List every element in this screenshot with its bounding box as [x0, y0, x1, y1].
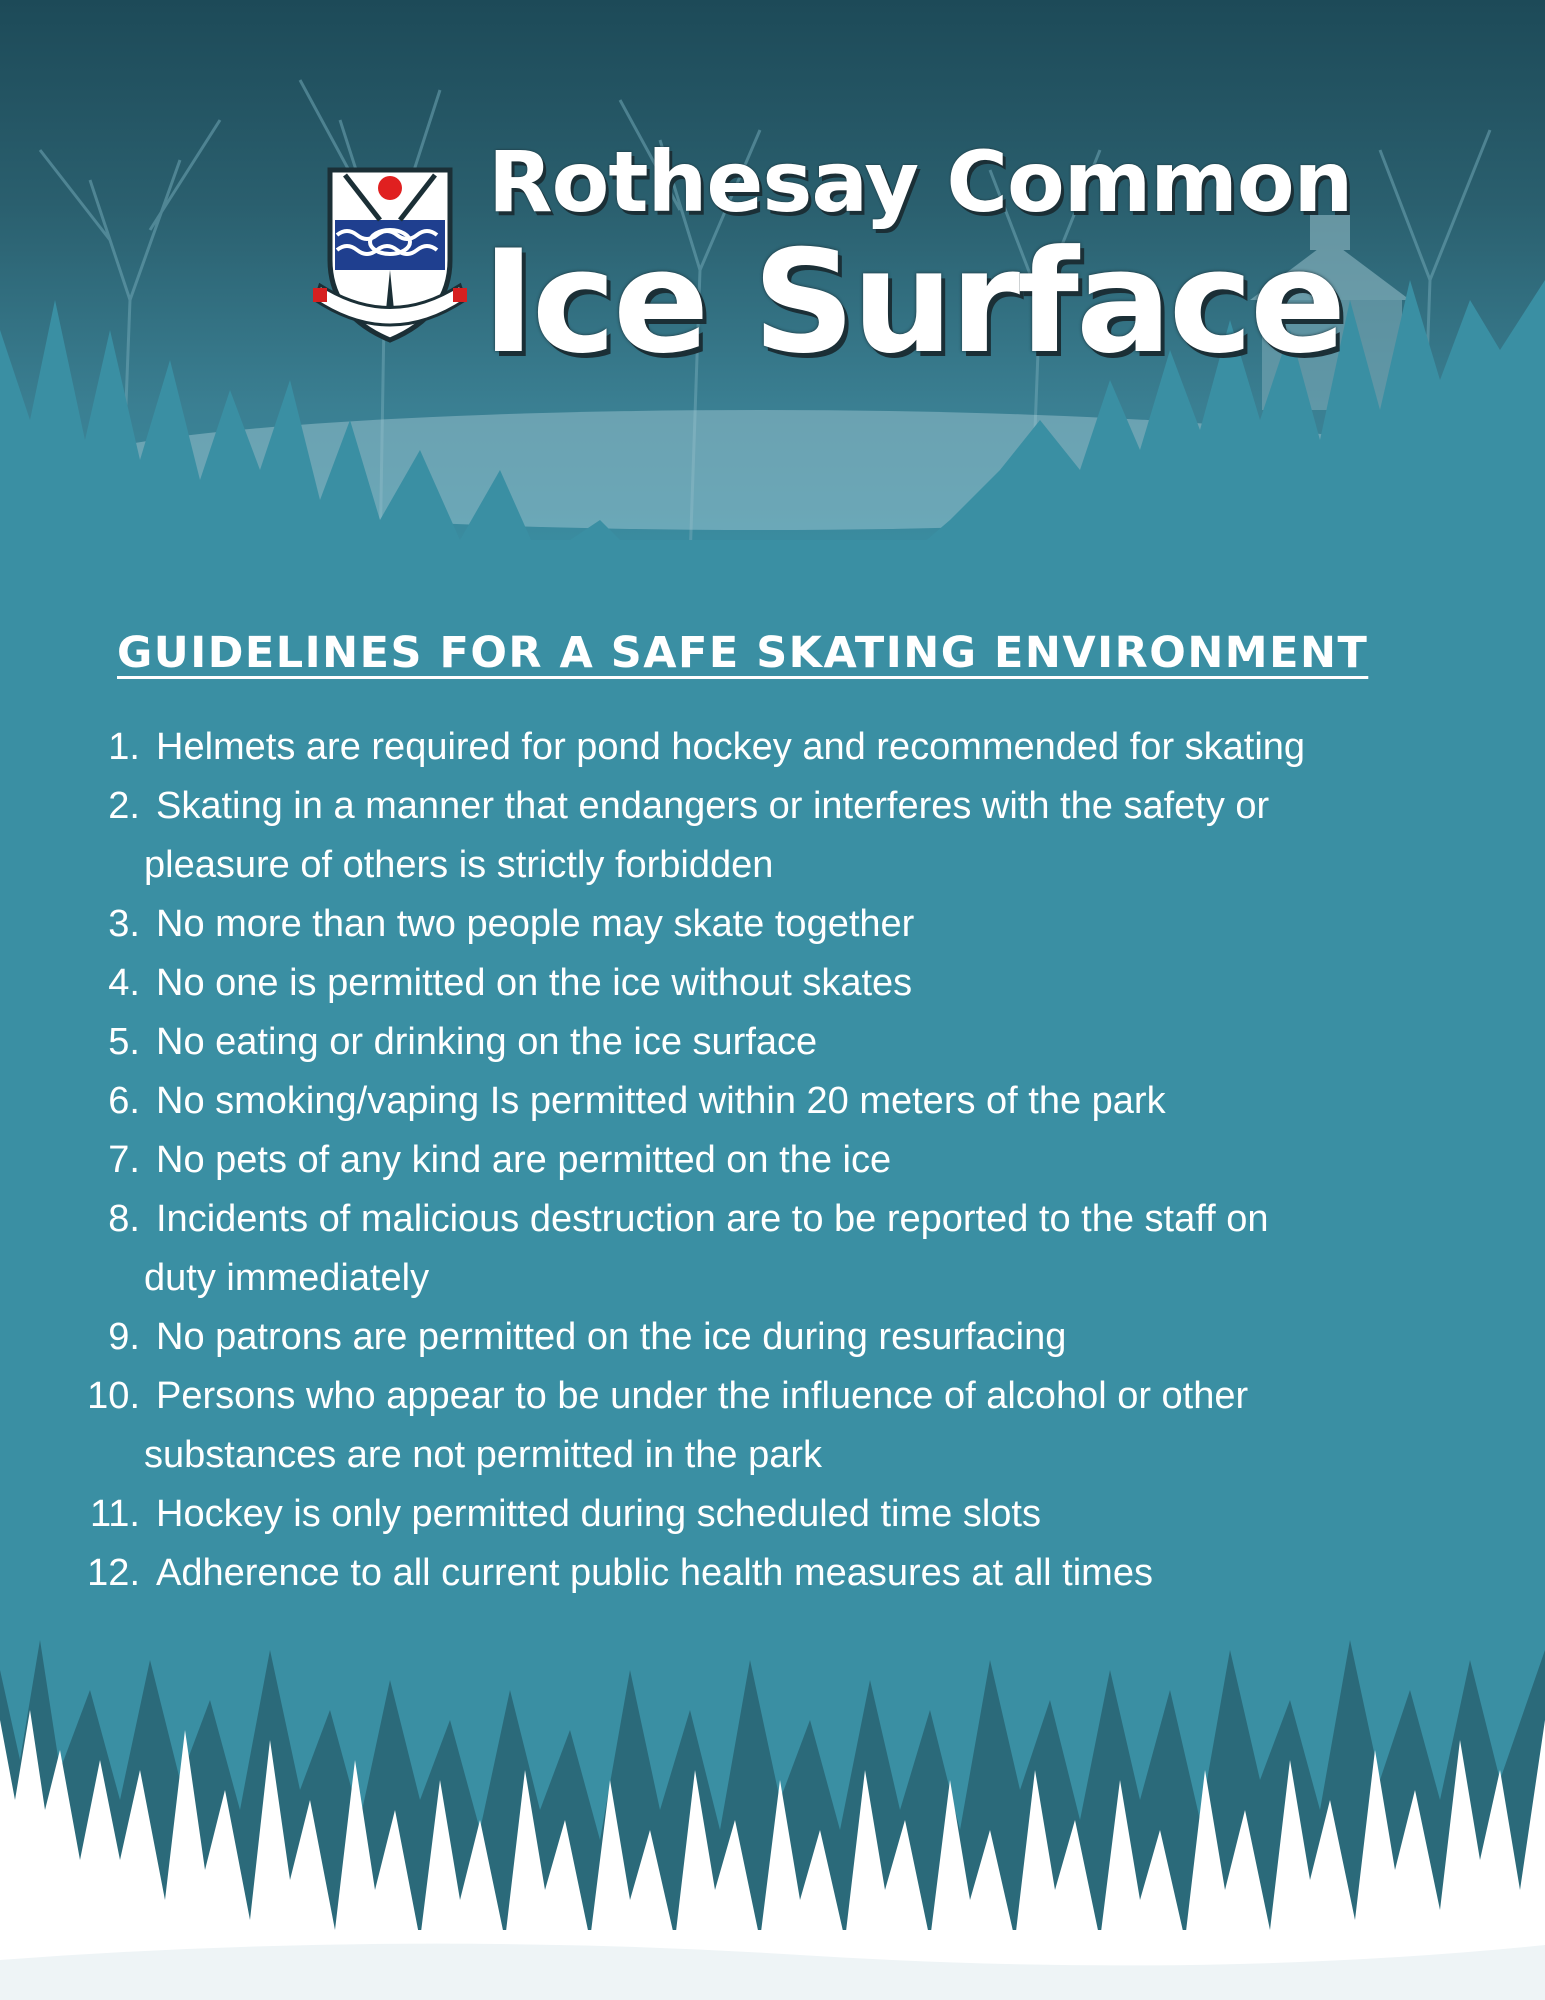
- rule-text: [156, 1544, 1456, 1603]
- rule-line: substances are not permitted in the park: [144, 1434, 823, 1476]
- rule-line: Incidents of malicious destruction are to be reported to the staff on: [156, 1198, 1269, 1240]
- rule-number: 9.: [108, 1316, 140, 1358]
- rule-text: [156, 895, 1456, 954]
- rule-item: [0, 1485, 1545, 1544]
- rule-text: [156, 1485, 1456, 1544]
- rule-number: 10.: [87, 1375, 140, 1417]
- rule-item: [0, 895, 1545, 954]
- rule-line: No smoking/vaping Is permitted within 20 meters of the park: [156, 1080, 1166, 1122]
- rule-line: Hockey is only permitted during scheduled time slots: [156, 1493, 1041, 1535]
- rule-item: [0, 954, 1545, 1013]
- rule-item: [0, 1308, 1545, 1367]
- rule-text: [144, 1190, 1456, 1308]
- rule-text: [156, 1013, 1456, 1072]
- rule-line: No pets of any kind are permitted on the ice: [156, 1139, 892, 1181]
- rule-line: Skating in a manner that endangers or interferes with the safety or: [156, 785, 1270, 827]
- rule-line: Persons who appear to be under the influence of alcohol or other: [156, 1375, 1249, 1417]
- rule-item: [0, 1190, 1545, 1308]
- rule-line: No one is permitted on the ice without skates: [156, 962, 913, 1004]
- title-line-2: Ice Surface: [482, 220, 1344, 385]
- rule-text: [156, 954, 1456, 1013]
- rothesay-crest-icon: [305, 150, 475, 350]
- rule-text: [144, 777, 1456, 895]
- rule-number: 4.: [108, 962, 140, 1004]
- rule-line: Adherence to all current public health measures at all times: [156, 1552, 1153, 1594]
- rule-text: [156, 718, 1456, 777]
- rule-line: Helmets are required for pond hockey and recommended for skating: [156, 726, 1306, 768]
- rule-number: 2.: [108, 785, 140, 827]
- rule-line: duty immediately: [144, 1257, 430, 1299]
- rule-text: [144, 1367, 1456, 1485]
- rule-line: No more than two people may skate together: [156, 903, 915, 945]
- rule-item: [0, 1013, 1545, 1072]
- guidelines-list: [0, 718, 1545, 1603]
- rule-item: [0, 1544, 1545, 1603]
- rule-line: pleasure of others is strictly forbidden: [144, 844, 774, 886]
- rule-text: [156, 1072, 1456, 1131]
- rule-number: 6.: [108, 1080, 140, 1122]
- rule-number: 1.: [108, 726, 140, 768]
- rule-number: 11.: [89, 1493, 140, 1535]
- guidelines-heading: GUIDELINES FOR A SAFE SKATING ENVIRONMENT: [117, 628, 1369, 678]
- rule-number: 12.: [87, 1552, 140, 1594]
- rule-line: No eating or drinking on the ice surface: [156, 1021, 818, 1063]
- rule-item: [0, 1131, 1545, 1190]
- rule-text: [156, 1131, 1456, 1190]
- rule-number: 5.: [108, 1021, 140, 1063]
- rule-number: 7.: [108, 1139, 140, 1181]
- rule-number: 3.: [108, 903, 140, 945]
- title-line-1: Rothesay Common: [488, 133, 1353, 231]
- rule-item: [0, 777, 1545, 895]
- rule-number: 8.: [108, 1198, 140, 1240]
- rule-line: No patrons are permitted on the ice during resurfacing: [156, 1316, 1067, 1358]
- rule-text: [156, 1308, 1456, 1367]
- rule-item: [0, 718, 1545, 777]
- rule-item: [0, 1072, 1545, 1131]
- bottom-forest-illustration: [0, 1600, 1545, 2000]
- rule-item: [0, 1367, 1545, 1485]
